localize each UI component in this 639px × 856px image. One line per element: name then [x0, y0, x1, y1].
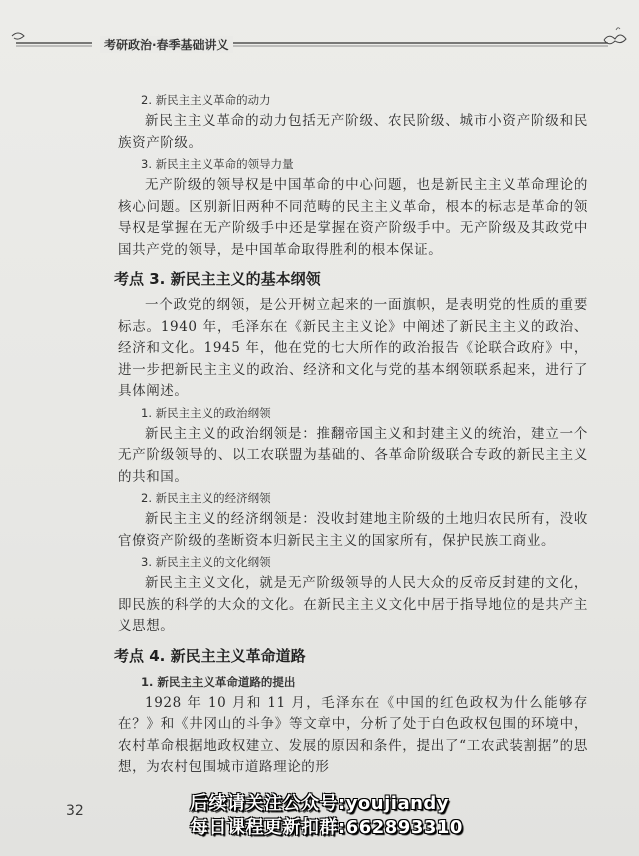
subheading-motive: 2. 新民主主义革命的动力 — [141, 93, 271, 107]
header-title: 考研政治·春季基础讲义 — [100, 36, 233, 53]
paragraph-road: 1928 年 10 月和 11 月，毛泽东在《中国的红色政权为什么能够存在？》和《井冈山的斗争》等文章中，分析了处于白色政权包围的环境中，农村革命根据地政权建立、发展的原因和条件，提出了“工农武装割据”的思想，为农村包围城市道路理论的形 — [118, 694, 588, 775]
subheading-political: 1. 新民主主义的政治纲领 — [141, 405, 271, 420]
paragraph-program-intro: 一个政党的纲领，是公开树立起来的一面旗帜，是表明党的性质的重要标志。1940 年，毛泽东在《新民主主义论》中阐述了新民主主义的政治、经济和文化。1945 年，他在党的七大所作的政治报告《论联合政府》中，进一步把新民主主义的政治、经济和文化与党的基本纲领联系起来，进行了具体阐述。 — [118, 297, 588, 399]
paragraph-motive: 新民主主义革命的动力包括无产阶级、农民阶级、城市小资产阶级和民族资产阶级。 — [118, 113, 588, 151]
subheading-cultural: 3. 新民主主义的文化纲领 — [141, 555, 271, 569]
paragraph-leadership: 无产阶级的领导权是中国革命的中心问题，也是新民主主义革命理论的核心问题。区别新旧两种不同范畴的民主主义革命，根本的标志是革命的领导权是掌握在无产阶级手中还是掌握在资产阶级手中。无产阶级及其政党中国共产党的领导，是中国革命取得胜利的根本保证。 — [118, 177, 588, 258]
subheading-leadership: 3. 新民主主义革命的领导力量 — [141, 157, 294, 171]
paragraph-political: 新民主主义的政治纲领是：推翻帝国主义和封建主义的统治，建立一个无产阶级领导的、以工农联盟为基础的、各革命阶级联合专政的新民主主义的共和国。 — [118, 425, 588, 485]
page-number: 32 — [66, 803, 84, 819]
section-title-program: 考点 3. 新民主主义的基本纲领 — [114, 270, 321, 288]
section-title-road: 考点 4. 新民主主义革命道路 — [114, 646, 306, 665]
paragraph-economic: 新民主主义的经济纲领是：没收封建地主阶级的土地归农民所有，没收官僚资产阶级的垄断资本归新民主主义的国家所有，保护民族工商业。 — [118, 511, 588, 549]
running-header — [8, 22, 630, 54]
subheading-economic: 2. 新民主主义的经济纲领 — [141, 491, 271, 505]
subheading-road: 1. 新民主主义革命道路的提出 — [141, 674, 296, 689]
watermark-line-1: 后续请关注公众号:youjiandy — [190, 793, 450, 814]
paragraph-cultural: 新民主主义文化，就是无产阶级领导的人民大众的反帝反封建的文化，即民族的科学的大众的文化。在新民主主义文化中居于指导地位的是共产主义思想。 — [118, 575, 588, 634]
watermark-line-2: 每日课程更新扣群:662893310 — [190, 817, 463, 838]
page-content — [114, 90, 588, 779]
watermark-overlay — [190, 792, 470, 840]
